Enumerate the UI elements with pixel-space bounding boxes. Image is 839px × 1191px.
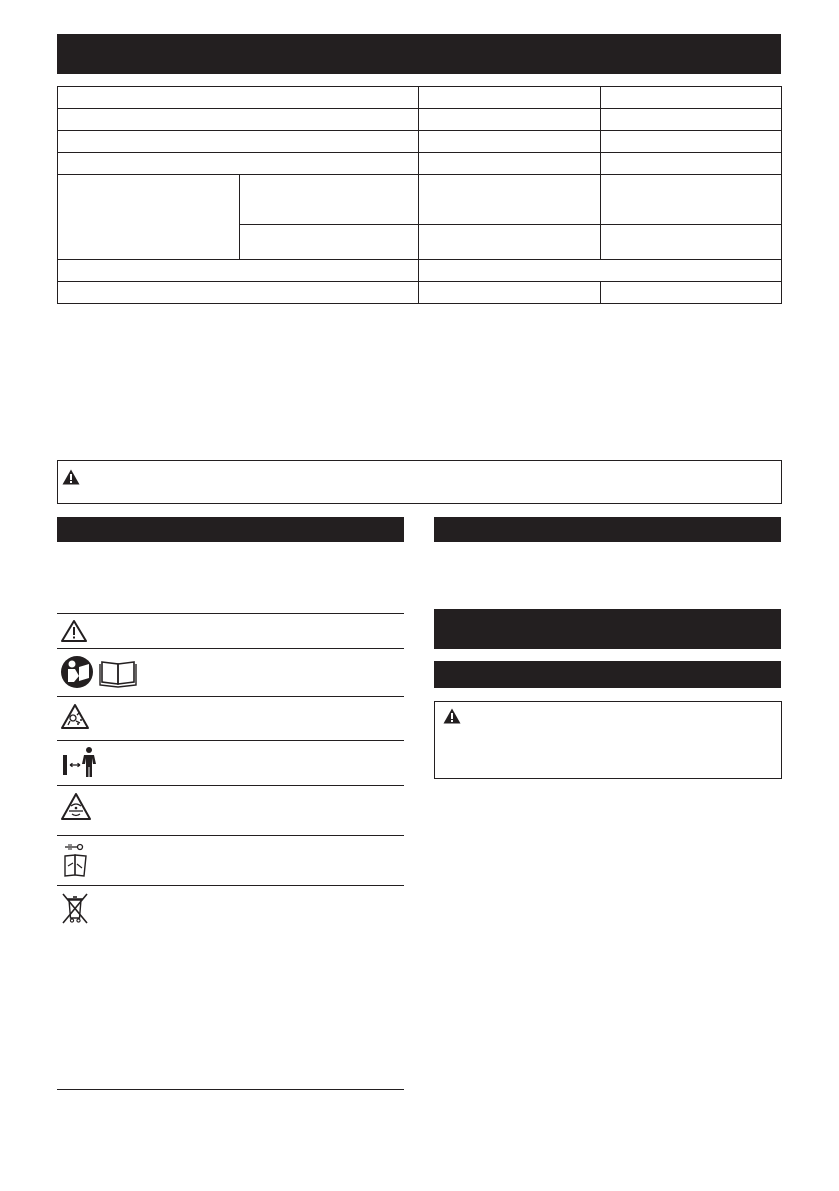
keep-distance-icon xyxy=(62,745,98,779)
table-cell xyxy=(58,131,419,153)
table-cell xyxy=(601,225,782,260)
symbol-divider xyxy=(57,1089,404,1090)
symbol-divider xyxy=(57,885,404,886)
table-cell xyxy=(601,175,782,225)
table-row xyxy=(58,282,782,304)
table-cell xyxy=(240,175,419,225)
table-cell xyxy=(601,87,782,109)
side-warning-box xyxy=(434,701,782,779)
table-cell xyxy=(601,153,782,175)
section-header-bar-symbols xyxy=(57,517,404,542)
table-cell xyxy=(58,175,240,260)
section-header-bar-top xyxy=(57,34,781,74)
table-row xyxy=(58,260,782,282)
section-header-bar-general xyxy=(434,661,781,688)
table-cell xyxy=(58,282,419,304)
remove-key-manual-icon xyxy=(62,842,90,878)
flying-debris-icon xyxy=(60,703,90,731)
table-cell xyxy=(58,109,419,131)
section-header-bar-intended-use xyxy=(434,517,781,542)
table-cell xyxy=(601,131,782,153)
table-cell xyxy=(601,109,782,131)
symbol-divider xyxy=(57,785,404,786)
table-row xyxy=(58,153,782,175)
table-cell xyxy=(58,87,419,109)
table-row xyxy=(58,131,782,153)
warning-box xyxy=(57,460,782,504)
specification-table xyxy=(57,86,782,304)
table-row xyxy=(58,175,782,225)
symbol-divider xyxy=(57,835,404,836)
table-cell xyxy=(58,260,419,282)
table-row xyxy=(58,109,782,131)
table-cell xyxy=(419,225,601,260)
symbol-divider xyxy=(57,696,404,697)
table-cell xyxy=(419,109,601,131)
read-manual-icon xyxy=(60,654,145,690)
symbol-divider xyxy=(57,648,404,649)
table-cell xyxy=(419,131,601,153)
symbol-divider xyxy=(57,740,404,741)
crossed-bin-icon xyxy=(60,892,90,926)
table-cell xyxy=(240,225,419,260)
table-cell xyxy=(419,260,782,282)
warning-triangle-icon xyxy=(443,708,461,724)
warning-triangle-icon xyxy=(60,619,88,643)
table-cell xyxy=(419,282,601,304)
table-cell xyxy=(419,153,601,175)
table-cell xyxy=(58,153,419,175)
hot-surface-icon xyxy=(60,792,92,822)
table-cell xyxy=(419,87,601,109)
warning-triangle-icon xyxy=(62,469,80,485)
section-header-bar-safety xyxy=(434,609,781,649)
table-cell xyxy=(419,175,601,225)
table-cell xyxy=(601,282,782,304)
symbol-divider xyxy=(57,613,404,614)
table-row xyxy=(58,87,782,109)
